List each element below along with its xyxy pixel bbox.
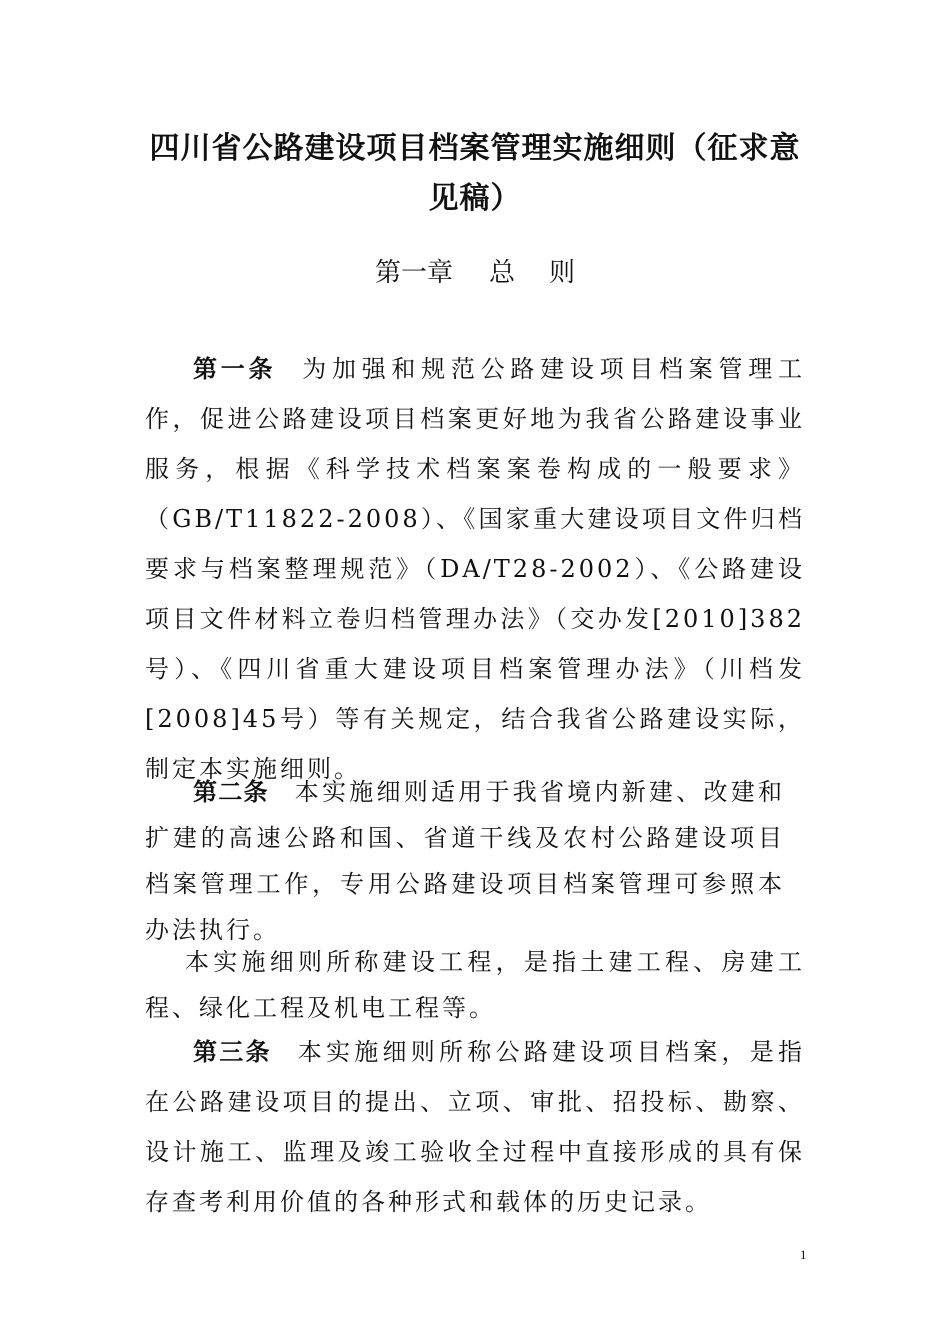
article-1-text: 为加强和规范公路建设项目档案管理工作，促进公路建设项目档案更好地为我省公路建设事业服务，根据《科学技术档案案卷构成的一般要求》（GB/T11822-2008）、《国家重大建设项目文件归档要求与档案整理规范》（DA/T28-2002）、《公路建设项目文件材料立卷归档管理办法》（交办发[2010]382号）、《四川省重大建设项目档案管理办法》（川档发[2008]45号）等有关规定，结合我省公路建设实际，制定本实施细则。 <box>145 355 806 783</box>
page-number: 1 <box>800 1247 807 1262</box>
chapter-number: 第一章 <box>374 258 453 288</box>
article-2-paragraph-2 <box>145 939 805 1031</box>
chapter-name-part-2: 则 <box>549 258 576 288</box>
chapter-heading <box>145 252 805 294</box>
article-2-text: 本实施细则适用于我省境内新建、改建和扩建的高速公路和国、省道干线及农村公路建设项目档案管理工作，专用公路建设项目档案管理可参照本办法执行。 <box>145 778 785 944</box>
article-3-text: 本实施细则所称公路建设项目档案，是指在公路建设项目的提出、立项、审批、招投标、勘察、设计施工、监理及竣工验收全过程中直接形成的具有保存查考利用价值的各种形式和载体的历史记录。 <box>145 1038 805 1216</box>
article-1 <box>145 344 805 794</box>
article-1-heading: 第一条 <box>193 355 277 383</box>
article-3 <box>145 1027 805 1227</box>
article-2-paragraph-2-text: 本实施细则所称建设工程，是指土建工程、房建工程、绿化工程及机电工程等。 <box>145 948 805 1022</box>
article-2 <box>145 769 785 953</box>
article-2-heading: 第二条 <box>193 778 269 806</box>
chapter-name-part-1: 总 <box>488 258 515 288</box>
document-title: 四川省公路建设项目档案管理实施细则（征求意见稿） <box>149 131 801 216</box>
article-3-heading: 第三条 <box>193 1038 272 1066</box>
